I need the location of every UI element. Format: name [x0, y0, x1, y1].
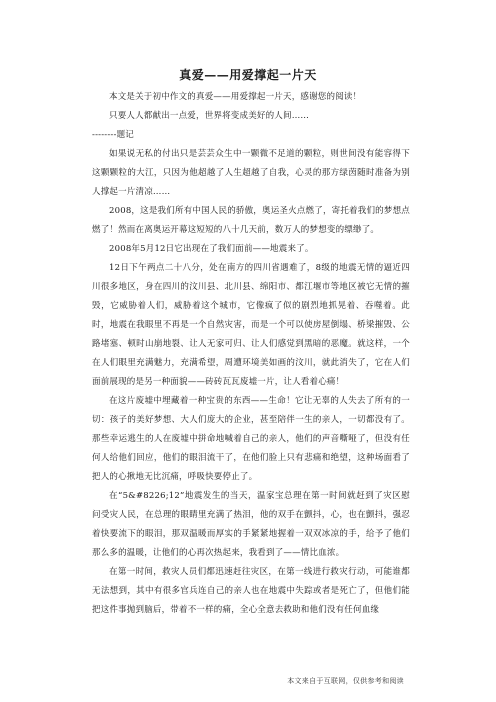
body-paragraph: 如果说无私的付出只是芸芸众生中一颗微不足道的颗粒，则世间没有能容得下这颗颗粒的大江，只因为他超越了人生超越了自我，心灵的那方绿茵随时准备为别人撑起一片清凉……	[92, 149, 410, 197]
body-paragraph: 2008，这是我们所有中国人民的骄傲，奥运圣火点燃了，寄托着我们的梦想点燃了！然而在离奥运开幕这短短的八十几天前，数万人的梦想变的缥缈了。	[92, 206, 410, 235]
epigraph-attribution: --------题记	[92, 130, 134, 140]
document-title: 真爱——用爱撑起一片天	[179, 68, 317, 82]
page-footer: 本文来自于互联网，仅供参考和阅读	[287, 677, 404, 685]
body-paragraph: 在“5&#8226;12”地震发生的当天，温家宝总理在第一时间就赶到了灾区慰问受灾人民，在总理的眼睛里充满了热泪，他的双手在颤抖，心，也在颤抖，强忍着快要流下的眼泪，那双温暖而厚实的手紧紧地握着一双双冰凉的手，给予了他们那么多的温暖，让他们的心再次热起来，我看到了——情比血浓。	[92, 491, 410, 558]
body-paragraph: 在第一时间，救灾人员们都迅速赶往灾区，在第一线进行救灾行动，可能谁都无法想到，其中有很多官兵连自己的亲人也在地震中失踪或者是死亡了，但他们能把这件事抛到脑后，带着不一样的痛，全心全意去救助和他们没有任何血缘	[92, 567, 410, 615]
body-paragraph: 2008年5月12日它出现在了我们面前——地震来了。	[109, 244, 314, 254]
intro-paragraph: 本文是关于初中作文的真爱——用爱撑起一片天，感谢您的阅读！	[109, 92, 362, 102]
document-body	[92, 88, 410, 620]
epigraph-paragraph: 只要人人都献出一点爱，世界将变成美好的人间……	[109, 111, 310, 121]
body-paragraph: 12日下午两点二十八分，处在南方的四川省遇难了，8级的地震无情的逼近四川很多地区，身在四川的汶川县、北川县、绵阳市、都江堰市等地区被它无情的摧毁，它威胁着人们，威胁着这个城市，它像疯了似的剧烈地抓晃着、吞噬着。此时，地震在我眼里不再是一个自然灾害，而是一个可以使房屋倒塌、桥梁摧毁、公路堵塞、顿时山崩地裂、让人无家可归、让人们感觉到黑暗的恶魔。就这样，一个在人们眼里充满魅力，充满希望，周遭环境美如画的汶川，就此消失了，它在人们面前展现的是另一种面貌——砖砖瓦瓦废墟一片，让人看着心痛！	[92, 263, 410, 387]
body-paragraph: 在这片废墟中埋藏着一种宝贵的东西——生命！它让无辜的人失去了所有的一切：孩子的美好梦想、大人们庞大的企业，甚至陪伴一生的亲人，一切都没有了。那些幸运逃生的人在废墟中拼命地喊着自己的亲人，他们的声音嘶哑了，但没有任何人给他们回应，他们的眼泪流干了，在他们脸上只有悲痛和绝望，这种场面看了把人的心揪地无比沉痛，呼吸快要停止了。	[92, 396, 410, 482]
